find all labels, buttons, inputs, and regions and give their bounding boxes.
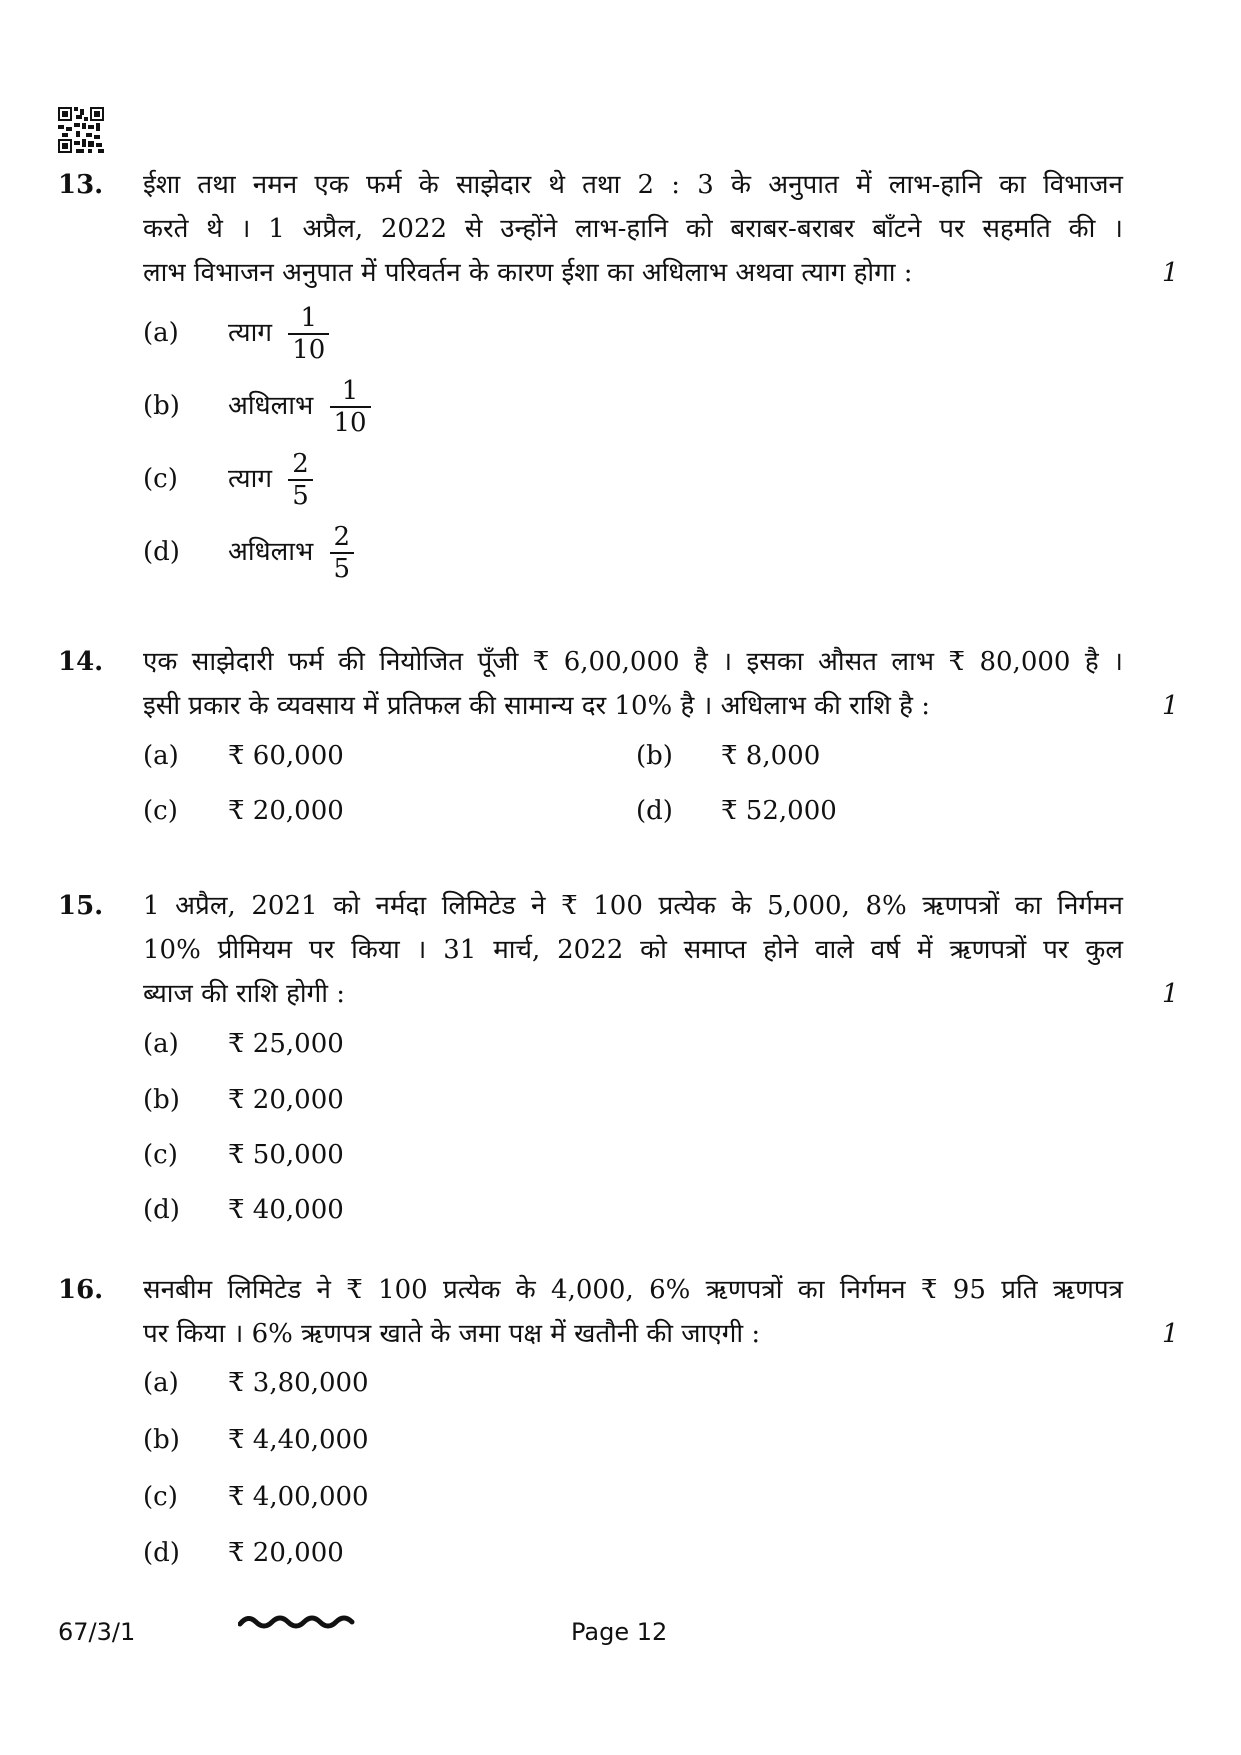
page-number: Page 12 bbox=[571, 1618, 668, 1646]
question-line: पर किया । 6% ऋणपत्र खाते के जमा पक्ष में खतौनी की जाएगी : bbox=[143, 1319, 761, 1349]
wave-ornament-icon bbox=[238, 1612, 358, 1632]
fraction-numerator: 2 bbox=[292, 449, 309, 479]
question-line: 10% प्रीमियम पर किया । 31 मार्च, 2022 को समाप्त होने वाले वर्ष में ऋणपत्रों पर कुल bbox=[143, 935, 1123, 965]
option-label: (a) bbox=[143, 1029, 179, 1059]
question-line: एक साझेदारी फर्म की नियोजित पूँजी ₹ 6,00,000 है । इसका औसत लाभ ₹ 80,000 है । bbox=[143, 647, 1123, 677]
option-label: (b) bbox=[143, 1425, 180, 1455]
question-line: सनबीम लिमिटेड ने ₹ 100 प्रत्येक के 4,000, 6% ऋणपत्रों का निर्गमन ₹ 95 प्रति ऋणपत्र bbox=[143, 1275, 1123, 1305]
fraction bbox=[288, 303, 329, 365]
option-label: (c) bbox=[143, 1482, 178, 1512]
option-text: ₹ 50,000 bbox=[228, 1140, 344, 1170]
question-text bbox=[143, 884, 1123, 1016]
question-text bbox=[143, 163, 1123, 295]
fraction-denominator: 10 bbox=[330, 406, 371, 438]
option-word: त्याग bbox=[228, 318, 272, 348]
question-line: 1 अप्रैल, 2021 को नर्मदा लिमिटेड ने ₹ 100 प्रत्येक के 5,000, 8% ऋणपत्रों का निर्गमन bbox=[143, 891, 1123, 921]
option-label: (b) bbox=[143, 391, 180, 421]
option-text: ₹ 52,000 bbox=[721, 796, 837, 826]
question-line: ईशा तथा नमन एक फर्म के साझेदार थे तथा 2 : 3 के अनुपात में लाभ-हानि का विभाजन bbox=[143, 170, 1123, 200]
fraction bbox=[330, 376, 371, 438]
question-number: 13. bbox=[58, 170, 104, 200]
question-marks: 1 bbox=[1162, 979, 1179, 1009]
question-marks: 1 bbox=[1162, 691, 1179, 721]
option-text: ₹ 8,000 bbox=[721, 741, 821, 771]
fraction-numerator: 2 bbox=[333, 522, 351, 552]
question-marks: 1 bbox=[1162, 258, 1179, 288]
question-line: ब्याज की राशि होगी : bbox=[143, 979, 346, 1009]
fraction bbox=[288, 449, 313, 511]
option-label: (a) bbox=[143, 741, 179, 771]
question-marks: 1 bbox=[1162, 1319, 1179, 1349]
question-text bbox=[143, 640, 1123, 728]
option-text: ₹ 3,80,000 bbox=[228, 1368, 369, 1398]
fraction-denominator: 5 bbox=[288, 479, 313, 511]
option-text: ₹ 60,000 bbox=[228, 741, 344, 771]
option-text bbox=[228, 376, 371, 438]
option-label: (d) bbox=[143, 1538, 180, 1568]
question-text bbox=[143, 1268, 1123, 1356]
option-text bbox=[228, 449, 313, 511]
option-text: ₹ 4,00,000 bbox=[228, 1482, 369, 1512]
option-label: (c) bbox=[143, 796, 178, 826]
option-label: (b) bbox=[143, 1085, 180, 1115]
fraction-numerator: 1 bbox=[341, 376, 359, 406]
fraction-denominator: 10 bbox=[288, 333, 329, 365]
option-label: (c) bbox=[143, 1140, 178, 1170]
question-number: 14. bbox=[58, 647, 104, 677]
option-text: ₹ 40,000 bbox=[228, 1195, 344, 1225]
option-text bbox=[228, 522, 354, 584]
option-text: ₹ 20,000 bbox=[228, 796, 344, 826]
question-number: 16. bbox=[58, 1275, 104, 1305]
option-label: (a) bbox=[143, 318, 179, 348]
option-text: ₹ 4,40,000 bbox=[228, 1425, 369, 1455]
paper-code: 67/3/1 bbox=[58, 1618, 136, 1646]
option-word: अधिलाभ bbox=[228, 537, 314, 567]
qr-code bbox=[58, 107, 104, 153]
option-word: अधिलाभ bbox=[228, 391, 314, 421]
question-line: करते थे । 1 अप्रैल, 2022 से उन्होंने लाभ-हानि को बराबर-बराबर बाँटने पर सहमति की । bbox=[143, 214, 1123, 244]
fraction-denominator: 5 bbox=[330, 552, 355, 584]
option-text: ₹ 25,000 bbox=[228, 1029, 344, 1059]
option-text: ₹ 20,000 bbox=[228, 1085, 344, 1115]
option-text bbox=[228, 303, 329, 365]
question-line: इसी प्रकार के व्यवसाय में प्रतिफल की सामान्य दर 10% है । अधिलाभ की राशि है : bbox=[143, 691, 931, 721]
option-text: ₹ 20,000 bbox=[228, 1538, 344, 1568]
option-label: (a) bbox=[143, 1368, 179, 1398]
question-line: लाभ विभाजन अनुपात में परिवर्तन के कारण ईशा का अधिलाभ अथवा त्याग होगा : bbox=[143, 258, 913, 288]
option-word: त्याग bbox=[228, 464, 272, 494]
option-label: (c) bbox=[143, 464, 178, 494]
option-label: (b) bbox=[636, 741, 673, 771]
option-label: (d) bbox=[143, 537, 180, 567]
fraction bbox=[330, 522, 355, 584]
option-label: (d) bbox=[143, 1195, 180, 1225]
option-label: (d) bbox=[636, 796, 673, 826]
fraction-numerator: 1 bbox=[300, 303, 318, 333]
question-number: 15. bbox=[58, 891, 104, 921]
